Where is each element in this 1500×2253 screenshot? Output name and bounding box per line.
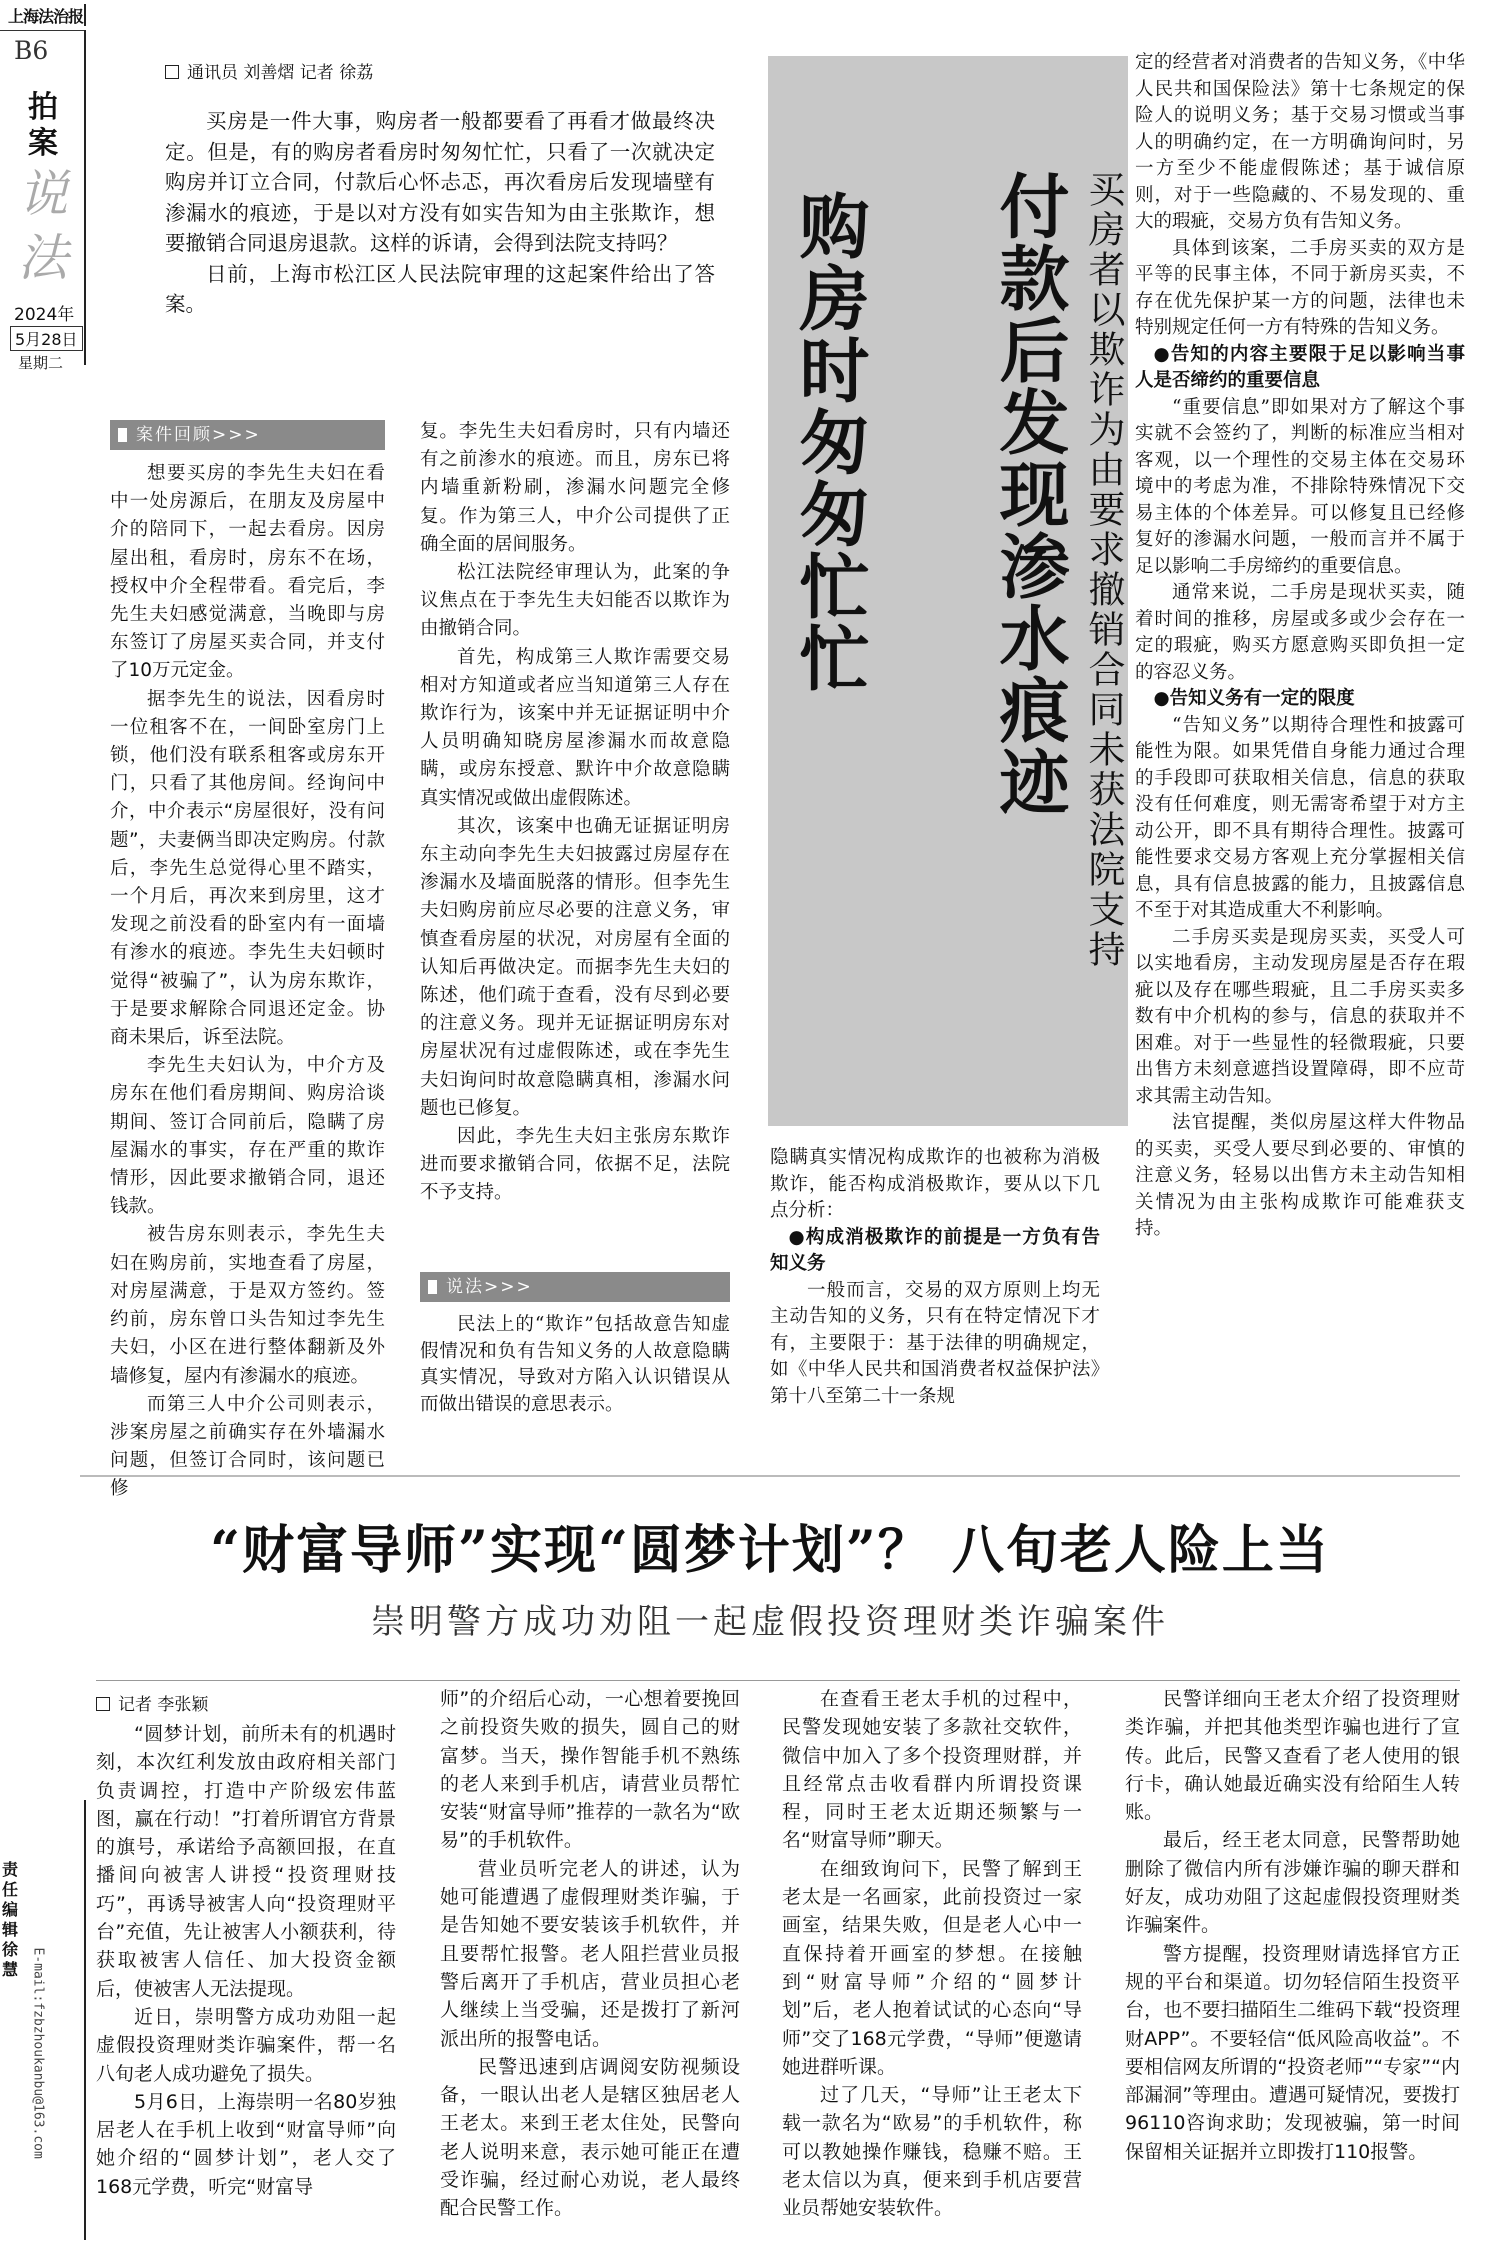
body-paragraph: 营业员听完老人的讲述，认为她可能遭遇了虚假理财类诈骗，于是告知她不要安装该手机软件，并且要帮忙报警。老人阻拦营业员报警后离开了手机店，营业员担心老人继续上当受骗，还是拨打了新河派出所的报警电话。 — [440, 1857, 740, 2050]
law-paragraph: 定的经营者对消费者的告知义务，《中华人民共和国保险法》第十七条规定的保险人的说明义务；基于交易习惯或当事人的明确约定，在一方明确询问时，另一方至少不能虚假陈述；基于诚信原则，对于一些隐藏的、不易发现的、重大的瑕疵，交易方负有告知义务。 — [1135, 52, 1465, 232]
law-paragraph: 隐瞒真实情况构成欺诈的也被称为消极欺诈，能否构成消极欺诈，要从以下几点分析： — [770, 1147, 1100, 1221]
law-paragraph: 民法上的“欺诈”包括故意告知虚假情况和负有告知义务的人故意隐瞒真实情况，导致对方陷入认识错误从而做出错误的意思表示。 — [420, 1314, 730, 1415]
body-paragraph: 其次，该案中也确无证据证明房东主动向李先生夫妇披露过房屋存在渗漏水及墙面脱落的情形。但李先生夫妇购房前应尽必要的注意义务，审慎查看房屋的状况，对房屋有全面的认知后再做决定。而据李先生夫妇的陈述，他们疏于查看，没有尽到必要的注意义务。现并无证据证明房东对房屋状况有过虚假陈述，或在李先生夫妇询问时故意隐瞒真相，渗漏水问题也已修复。 — [420, 815, 730, 1119]
byline-box-icon — [96, 1697, 110, 1711]
article2-column-3 — [782, 1685, 1082, 2240]
lead-paragraph: 买房是一件大事，购房者一般都要看了再看才做最终决定。但是，有的购房者看房时匆匆忙忙，只看了一次就决定购房并订立合同，付款后心怀忐忑，再次看房后发现墙壁有渗漏水的痕迹，于是以对方没有如实告知为由主张欺诈，想要撤销合同退房退款。这样的诉请，会得到法院支持吗？ — [165, 109, 715, 255]
rail-rule — [0, 30, 84, 31]
law-point-heading: ●告知义务有一定的限度 — [1153, 688, 1355, 709]
byline-text: 通讯员 刘善熠 记者 徐荔 — [187, 63, 374, 83]
article2-byline — [96, 1690, 396, 1715]
law-paragraph: 二手房买卖是现房买卖，买受人可以实地看房，主动发现房屋是否存在瑕疵以及存在哪些瑕疵，且二手房买卖多数有中介机构的参与，信息的获取并不困难。对于一些显性的轻微瑕疵，只要出售方未刻意遮挡设置障碍，即不应苛求其需主动告知。 — [1135, 926, 1465, 1107]
body-paragraph: 民警迅速到店调阅安防视频设备，一眼认出老人是辖区独居老人王老太。来到王老太住处，民警向老人说明来意，表示她可能正在遭受诈骗，经过耐心劝说，老人最终配合民警工作。 — [440, 2055, 740, 2220]
body-paragraph: 警方提醒，投资理财请选择官方正规的平台和渠道。切勿轻信陌生投资平台，也不要扫描陌生二维码下载“投资理财APP”。不要轻信“低风险高收益”。不要相信网友所谓的“投资老师”“专家”“内部漏洞”等理由。遭遇可疑情况，要拨打96110咨询求助；发现被骗，第一时间保留相关证据并立即拨打110报警。 — [1125, 1942, 1460, 2163]
body-paragraph: 在查看王老太手机的过程中，民警发现她安装了多款社交软件，微信中加入了多个投资理财群，并且经常点击收看群内所谓投资课程，同时王老太近期还频繁与一名“财富导师”聊天。 — [782, 1688, 1082, 1852]
article1-subtitle: 买房者以欺诈为由要求撤销合同未获法院支持 — [1082, 170, 1125, 970]
case-review-banner: 案件回顾>>> — [110, 420, 385, 450]
date-month-day: 5月28日 — [10, 326, 83, 351]
law-paragraph: “重要信息”即如果对方了解这个事实就不会签约了，判断的标准应当相对客观，以一个理性的交易主体在交易环境中的考虑为准，不排除特殊情况下交易主体的个体差异。可以修复且已经修复好的渗漏水问题，一般而言并不属于足以影响二手房缔约的重要信息。 — [1135, 396, 1465, 577]
section-char: 案 — [28, 126, 58, 161]
body-paragraph: 复。李先生夫妇看房时，只有内墙还有之前渗水的痕迹。而且，房东已将内墙重新粉刷，渗漏水问题完全修复。作为第三人，中介公司提供了正确全面的居间服务。 — [420, 421, 730, 555]
body-paragraph: 松江法院经审理认为，此案的争议焦点在于李先生夫妇能否以欺诈为由撤销合同。 — [420, 562, 730, 640]
editor-credit: 责任编辑 徐慧 — [2, 1860, 19, 1979]
article1-column-1 — [110, 460, 385, 1500]
law-paragraph: 具体到该案，二手房买卖的双方是平等的民事主体，不同于新房买卖，不存在优先保护某一方的问题，法律也未特别规定任何一方有特殊的告知义务。 — [1135, 237, 1465, 338]
weekday: 星期二 — [18, 354, 64, 372]
article1-column-2 — [420, 418, 730, 1268]
article1-title-main: 付款后发现渗水痕迹 — [988, 170, 1070, 818]
body-paragraph: 据李先生的说法，因看房时一位租客不在，一间卧室房门上锁，他们没有联系租客或房东开门，只看了其他房间。经询问中介，中介表示“房屋很好，没有问题”，夫妻俩当即决定购房。付款后，李先生总觉得心里不踏实，一个月后，再次来到房里，这才发现之前没看的卧室内有一面墙有渗水的痕迹。李先生夫妇顿时觉得“被骗了”，认为房东欺诈，于是要求解除合同退还定金。协商未果后，诉至法院。 — [110, 688, 385, 1049]
body-paragraph: 首先，构成第三人欺诈需要交易相对方知道或者应当知道第三人存在欺诈行为，该案中并无证据证明中介人员明确知晓房屋渗漏水而故意隐瞒，或房东授意、默许中介故意隐瞒真实情况或做出虚假陈述。 — [420, 646, 730, 809]
legal-analysis-banner: 说法>>> — [420, 1272, 730, 1302]
article1-column-3 — [770, 1145, 1100, 1465]
rail-divider — [84, 4, 86, 26]
body-paragraph: 师”的介绍后心动，一心想着要挽回之前投资失败的损失，圆自己的财富梦。当天，操作智能手机不熟练的老人来到手机店，请营业员帮忙安装“财富导师”推荐的一款名为“欧易”的手机软件。 — [440, 1688, 740, 1852]
paper-name: 上海法治报 — [8, 7, 84, 26]
body-paragraph: 最后，经王老太同意，民警帮助她删除了微信内所有涉嫌诈骗的聊天群和好友，成功劝阻了这起虚假投资理财类诈骗案件。 — [1125, 1829, 1460, 1937]
article2-column-2 — [440, 1685, 740, 2240]
article1-column-4 — [1135, 50, 1465, 1460]
article2-rule — [96, 1680, 1460, 1681]
law-paragraph: “告知义务”以期待合理性和披露可能性为限。如果凭借自身能力通过合理的手段即可获取相关信息，信息的获取没有任何难度，则无需寄希望于对方主动公开，即不具有期待合理性。披露可能性要求交易方客观上充分掌握相关信息，具有信息披露的能力，且披露信息不至于对其造成重大不利影响。 — [1135, 714, 1465, 921]
article2-title: “财富导师”实现“圆梦计划”？ 八旬老人险上当 — [210, 1520, 1330, 1581]
body-paragraph: 5月6日，上海崇明一名80岁独居老人在手机上收到“财富导师”向她介绍的“圆梦计划”，老人交了168元学费，听完“财富导 — [96, 2090, 396, 2198]
law-paragraph: 一般而言，交易的双方原则上均无主动告知的义务，只有在特定情况下才有，主要限于：基于法律的明确规定，如《中华人民共和国消费者权益保护法》第十八至第二十一条规 — [770, 1279, 1100, 1407]
article2-column-4 — [1125, 1685, 1460, 2240]
body-paragraph: 想要买房的李先生夫妇在看中一处房源后，在朋友及房屋中介的陪同下，一起去看房。因房屋出租，看房时，房东不在场，授权中介全程带看。看完后，李先生夫妇感觉满意，当晚即与房东签订了房屋买卖合同，并支付了10万元定金。 — [110, 463, 385, 682]
date-year: 2024年 — [14, 305, 75, 325]
byline-box-icon — [165, 65, 179, 79]
section-char: 拍 — [28, 90, 58, 125]
law-point-heading: ●构成消极欺诈的前提是一方负有告知义务 — [770, 1226, 1100, 1274]
article1-lead — [165, 106, 715, 376]
article1-byline — [165, 58, 745, 83]
law-point-heading: ●告知的内容主要限于足以影响当事人是否缔约的重要信息 — [1135, 343, 1465, 391]
page-number: B6 — [14, 36, 49, 65]
section-char: 法 — [18, 229, 68, 287]
rail-divider — [84, 30, 86, 365]
body-paragraph: 因此，李先生夫妇主张房东欺诈进而要求撤销合同，依据不足，法院不予支持。 — [420, 1126, 730, 1204]
body-paragraph: 近日，崇明警方成功劝阻一起虚假投资理财类诈骗案件，帮一名八旬老人成功避免了损失。 — [96, 2005, 396, 2085]
article1-title-second: 购房时匆匆忙忙 — [788, 190, 870, 694]
body-paragraph: “圆梦计划，前所未有的机遇时刻，本次红利发放由政府相关部门负责调控，打造中产阶级宏伟蓝图，赢在行动！”打着所谓官方背景的旗号，承诺给予高额回报，在直播间向被害人讲授“投资理财技巧”，再诱导被害人向“投资理财平台”充值，先让被害人小额获利，待获取被害人信任、加大投资金额后，使被害人无法提现。 — [96, 1723, 396, 2000]
byline-text: 记者 李张颖 — [118, 1695, 209, 1715]
article2-column-1 — [96, 1720, 396, 2240]
article2-subtitle: 崇明警方成功劝阻一起虚假投资理财类诈骗案件 — [371, 1602, 1169, 1642]
law-paragraph: 法官提醒，类似房屋这样大件物品的买卖，买受人要尽到必要的、审慎的注意义务，轻易以出售方未主动告知相关情况为由主张构成欺诈可能难获支持。 — [1135, 1112, 1465, 1239]
editor-email: E-mail:fzbzhoukanbu@163.com — [30, 1947, 46, 2159]
body-paragraph: 民警详细向王老太介绍了投资理财类诈骗，并把其他类型诈骗也进行了宣传。此后，民警又查看了老人使用的银行卡，确认她最近确实没有给陌生人转账。 — [1125, 1688, 1460, 1824]
body-paragraph: 在细致询问下，民警了解到王老太是一名画家，此前投资过一家画室，结果失败，但是老人心中一直保持着开画室的梦想。在接触到“财富导师”介绍的“圆梦计划”后，老人抱着试试的心态向“导师”交了168元学费，“导师”便邀请她进群听课。 — [782, 1857, 1082, 2078]
section-char: 说 — [18, 165, 68, 223]
article-divider — [80, 1475, 1460, 1477]
body-paragraph: 李先生夫妇认为，中介方及房东在他们看房期间、购房洽谈期间、签订合同前后，隐瞒了房屋漏水的事实，存在严重的欺诈情形，因此要求撤销合同，退还钱款。 — [110, 1055, 385, 1218]
body-paragraph: 过了几天，“导师”让王老太下载一款名为“欧易”的手机软件，称可以教她操作赚钱，稳赚不赔。王老太信以为真，便来到手机店要营业员帮她安装软件。 — [782, 2084, 1082, 2220]
body-paragraph: 而第三人中介公司则表示，涉案房屋之前确实存在外墙漏水问题，但签订合同时，该问题已修 — [110, 1393, 385, 1500]
legal-analysis-intro — [420, 1312, 730, 1462]
rail-divider — [84, 1800, 86, 2240]
lead-paragraph: 日前，上海市松江区人民法院审理的这起案件给出了答案。 — [165, 261, 715, 316]
body-paragraph: 被告房东则表示，李先生夫妇在购房前，实地查看了房屋，对房屋满意，于是双方签约。签约前，房东曾口头告知过李先生夫妇，小区在进行整体翻新及外墙修复，屋内有渗漏水的痕迹。 — [110, 1224, 385, 1387]
law-paragraph: 通常来说，二手房是现状买卖，随着时间的推移，房屋或多或少会存在一定的瑕疵，购买方愿意购买即负担一定的容忍义务。 — [1135, 582, 1465, 683]
